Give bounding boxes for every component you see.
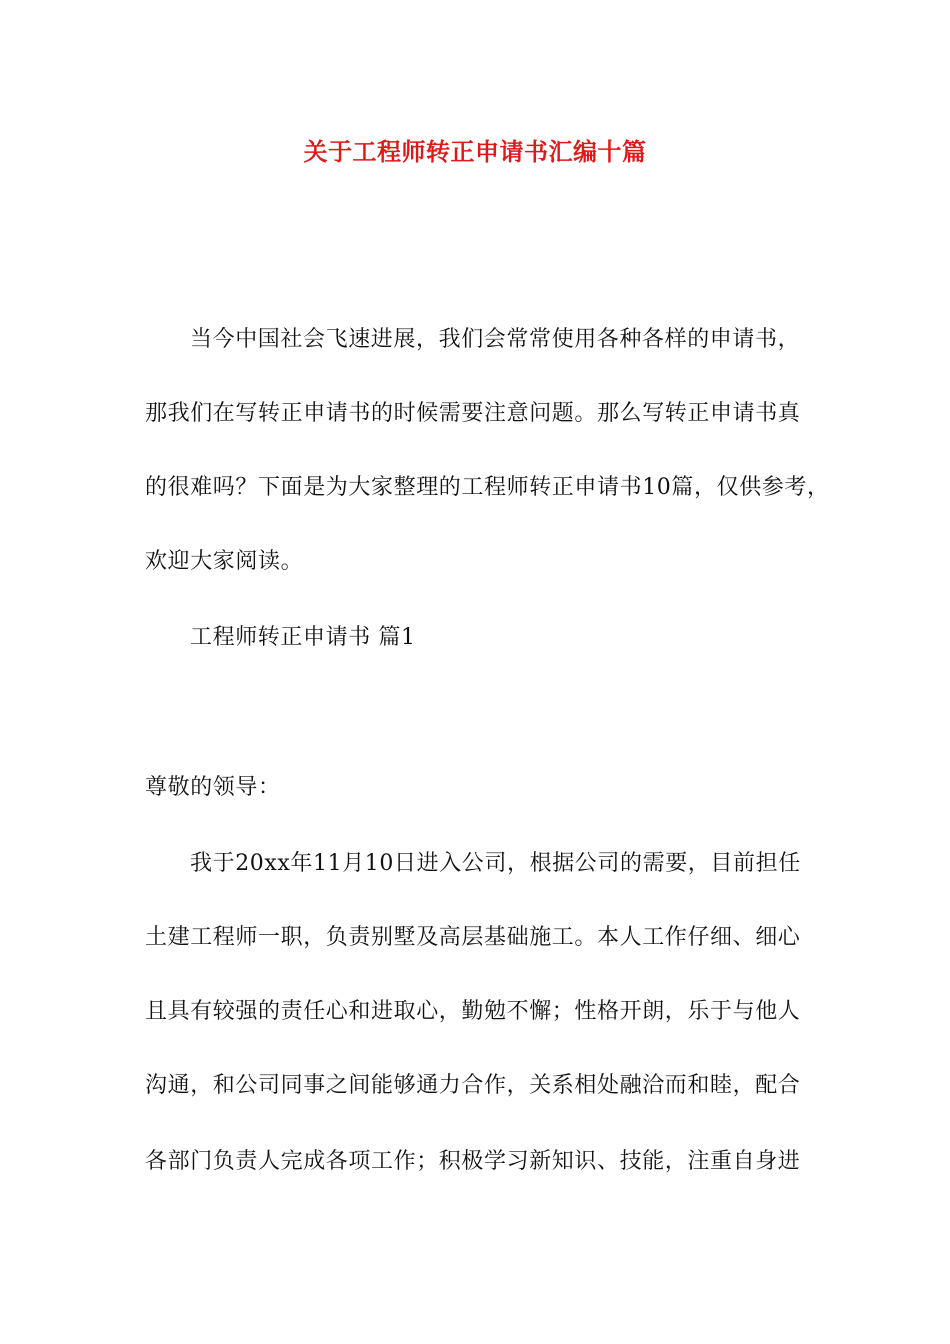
document-title: 关于工程师转正申请书汇编十篇 xyxy=(303,137,647,166)
paragraph-line: 沟通，和公司同事之间能够通力合作，关系相处融洽而和睦，配合 xyxy=(145,1073,801,1098)
paragraph-line: 我于20xx年11月10日进入公司，根据公司的需要，目前担任 xyxy=(190,851,801,876)
paragraph-line: 的很难吗？下面是为大家整理的工程师转正申请书10篇，仅供参考， xyxy=(145,475,830,500)
salutation: 尊敬的领导： xyxy=(145,775,281,800)
paragraph-line: 各部门负责人完成各项工作；积极学习新知识、技能，注重自身进 xyxy=(145,1149,801,1174)
paragraph-line: 欢迎大家阅读。 xyxy=(145,549,304,574)
paragraph-line: 当今中国社会飞速进展，我们会常常使用各种各样的申请书， xyxy=(190,327,801,352)
paragraph-line: 且具有较强的责任心和进取心，勤勉不懈；性格开朗，乐于与他人 xyxy=(145,999,801,1024)
paragraph-line: 那我们在写转正申请书的时候需要注意问题。那么写转正申请书真 xyxy=(145,401,801,426)
paragraph-line: 土建工程师一职，负责别墅及高层基础施工。本人工作仔细、细心 xyxy=(145,925,801,950)
section-heading: 工程师转正申请书 篇1 xyxy=(190,625,416,650)
